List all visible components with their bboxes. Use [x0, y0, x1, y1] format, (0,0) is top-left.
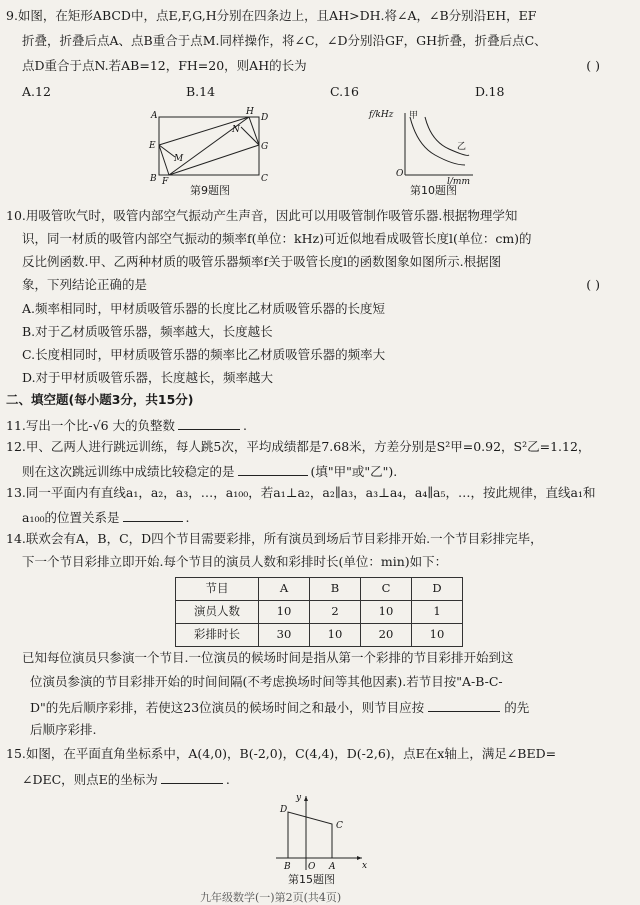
q9-line1: 9.如图，在矩形ABCD中，点E,F,G,H分别在四条边上，且AH>DH.将∠A，∠B分别沿EH，EF — [6, 8, 537, 23]
fig10-label-yi: 乙 — [457, 142, 467, 152]
figure-10 — [365, 105, 485, 185]
q14-line3: 已知每位演员只参演一个节目.一位演员的候场时间是指从第一个彩排的节目彩排开始到这 — [22, 650, 514, 665]
table-cell: 2 — [310, 601, 361, 624]
fig9-label-c: C — [261, 174, 268, 184]
fig15-label-b: B — [284, 862, 291, 872]
q15-end: . — [225, 772, 230, 787]
q14-line4: 位演员参演的节目彩排开始的时间间隔(不考虑换场时间等其他因素).若节目按"A-B-C- — [30, 674, 503, 689]
fig10-xlabel: l/mm — [447, 177, 470, 185]
table-cell: 10 — [310, 624, 361, 647]
q12-end: (填"甲"或"乙"). — [310, 464, 398, 479]
table-cell: 10 — [412, 624, 463, 647]
q11-answer-blank[interactable] — [178, 418, 240, 430]
q12-line1: 12.甲、乙两人进行跳远训练，每人跳5次，平均成绩都是7.68米，方差分别是S²甲=0.92，S²乙=1.12， — [6, 439, 591, 454]
fig15-label-d: D — [280, 805, 288, 815]
fig9-label-a: A — [151, 111, 158, 121]
q9-option-b: B.14 — [186, 84, 216, 99]
q13-answer-blank[interactable] — [123, 510, 183, 522]
fig15-y-arrow — [304, 796, 308, 801]
q11 — [6, 418, 247, 433]
q14-schedule-table — [175, 577, 463, 647]
table-cell: 10 — [361, 601, 412, 624]
q15-line1: 15.如图，在平面直角坐标系中，A(4,0)，B(-2,0)，C(4,4)，D(-2,6)，点E在x轴上，满足∠BED= — [6, 746, 557, 761]
table-cell: 1 — [412, 601, 463, 624]
fig9-label-n: N — [232, 125, 240, 135]
q10-option-d: D.对于甲材质吸管乐器，长度越长，频率越大 — [22, 370, 274, 385]
fig9-hg — [249, 117, 259, 145]
table-header-cell: C — [361, 578, 412, 601]
fig15-label-x: x — [362, 861, 368, 871]
q12-text: 则在这次跳远训练中成绩比较稳定的是 — [22, 464, 235, 479]
table-header-cell: B — [310, 578, 361, 601]
fig15-polyline — [288, 812, 332, 858]
table-cell: 10 — [259, 601, 310, 624]
q15-text: ∠DEC，则点E的坐标为 — [22, 772, 158, 787]
fig9-caption: 第9题图 — [190, 184, 230, 197]
figure-9 — [145, 105, 275, 185]
q10-answer-paren: ( ) — [586, 277, 600, 292]
q9-option-a: A.12 — [22, 84, 51, 99]
q9-line3: 点D重合于点N.若AB=12，FH=20，则AH的长为 — [22, 58, 307, 73]
q13-text: a₁₀₀的位置关系是 — [22, 510, 120, 525]
table-header-cell: A — [259, 578, 310, 601]
table-header-cell: 节目 — [176, 578, 259, 601]
q14-line2: 下一个节目彩排立即开始.每个节目的演员人数和彩排时长(单位：min)如下： — [22, 554, 448, 569]
fig9-label-d: D — [261, 113, 269, 123]
fig9-label-e: E — [149, 141, 156, 151]
fig9-label-h: H — [246, 107, 254, 117]
q9-line2: 折叠，折叠后点A、点B重合于点M.同样操作，将∠C，∠D分别沿GF，GH折叠，折叠后点C、 — [22, 33, 547, 48]
fig10-caption: 第10题图 — [410, 184, 457, 197]
q10-line2: 识，同一材质的吸管内部空气振动的频率f(单位：kHz)可近似地看成吸管长度l(单位：cm)的 — [22, 231, 532, 246]
q9-answer-paren: ( ) — [586, 58, 600, 73]
fig10-origin: O — [396, 169, 404, 179]
q15-answer-blank[interactable] — [161, 772, 223, 784]
table-cell: 20 — [361, 624, 412, 647]
page-footer: 九年级数学(一)第2页(共4页) — [200, 891, 342, 904]
section-heading-fill-in: 二、填空题(每小题3分，共15分) — [6, 392, 194, 407]
q10-option-a: A.频率相同时，甲材质吸管乐器的长度比乙材质吸管乐器的长度短 — [22, 301, 386, 316]
q10-line3: 反比例函数.甲、乙两种材质的吸管乐器频率f关于吸管长度l的函数图象如图所示.根据图 — [22, 254, 502, 269]
fig15-x-arrow — [357, 856, 362, 860]
q13-end: . — [185, 510, 190, 525]
fig9-ef — [159, 145, 169, 175]
fig15-label-a: A — [329, 862, 336, 872]
table-cell: 彩排时长 — [176, 624, 259, 647]
table-cell: 演员人数 — [176, 601, 259, 624]
table-header-row — [176, 578, 463, 601]
fig9-label-b: B — [150, 174, 157, 184]
q10-line1: 10.用吸管吹气时，吸管内部空气振动产生声音，因此可以用吸管制作吸管乐器.根据物理学知 — [6, 208, 518, 223]
q15-line2 — [22, 772, 230, 787]
q11-end: . — [243, 418, 247, 433]
q9-option-d: D.18 — [475, 84, 505, 99]
q10-line4: 象，下列结论正确的是 — [22, 277, 148, 292]
q14-answer-blank[interactable] — [428, 700, 500, 712]
table-cell: 30 — [259, 624, 310, 647]
fig9-label-f: F — [162, 177, 169, 185]
q13-line2 — [22, 510, 189, 525]
q12-line2 — [22, 464, 397, 479]
table-row — [176, 601, 463, 624]
table-header-cell: D — [412, 578, 463, 601]
q13-line1: 13.同一平面内有直线a₁，a₂，a₃，…，a₁₀₀，若a₁⊥a₂，a₂∥a₃，a₃⊥a₄，a₄∥a₅，…，按此规律，直线a₁和 — [6, 485, 596, 500]
fig10-ylabel: f/kHz — [369, 110, 394, 120]
q14-line1: 14.联欢会有A，B，C，D四个节目需要彩排，所有演员到场后节目彩排开始.一个节目彩排完毕， — [6, 531, 543, 546]
q14-end: 的先 — [504, 700, 530, 715]
fig9-label-g: G — [261, 142, 269, 152]
fig15-label-y: y — [296, 793, 302, 803]
q14-line6: 后顺序彩排. — [30, 722, 97, 737]
fig15-label-c: C — [336, 821, 343, 831]
q11-text: 11.写出一个比-√6 大的负整数 — [6, 418, 175, 433]
q9-option-c: C.16 — [330, 84, 359, 99]
q12-answer-blank[interactable] — [238, 464, 308, 476]
fig15-label-o: O — [308, 862, 316, 872]
fig10-label-jia: 甲 — [409, 111, 419, 121]
q14-line5 — [30, 700, 529, 715]
fig15-caption: 第15题图 — [288, 873, 335, 886]
table-row — [176, 624, 463, 647]
q10-option-c: C.长度相同时，甲材质吸管乐器的频率比乙材质吸管乐器的频率大 — [22, 347, 386, 362]
fig9-label-m: M — [174, 154, 184, 164]
q14-text: D"的先后顺序彩排，若使这23位演员的候场时间之和最小，则节目应按 — [30, 700, 425, 715]
figure-15 — [270, 790, 370, 875]
q10-option-b: B.对于乙材质吸管乐器，频率越大，长度越长 — [22, 324, 273, 339]
